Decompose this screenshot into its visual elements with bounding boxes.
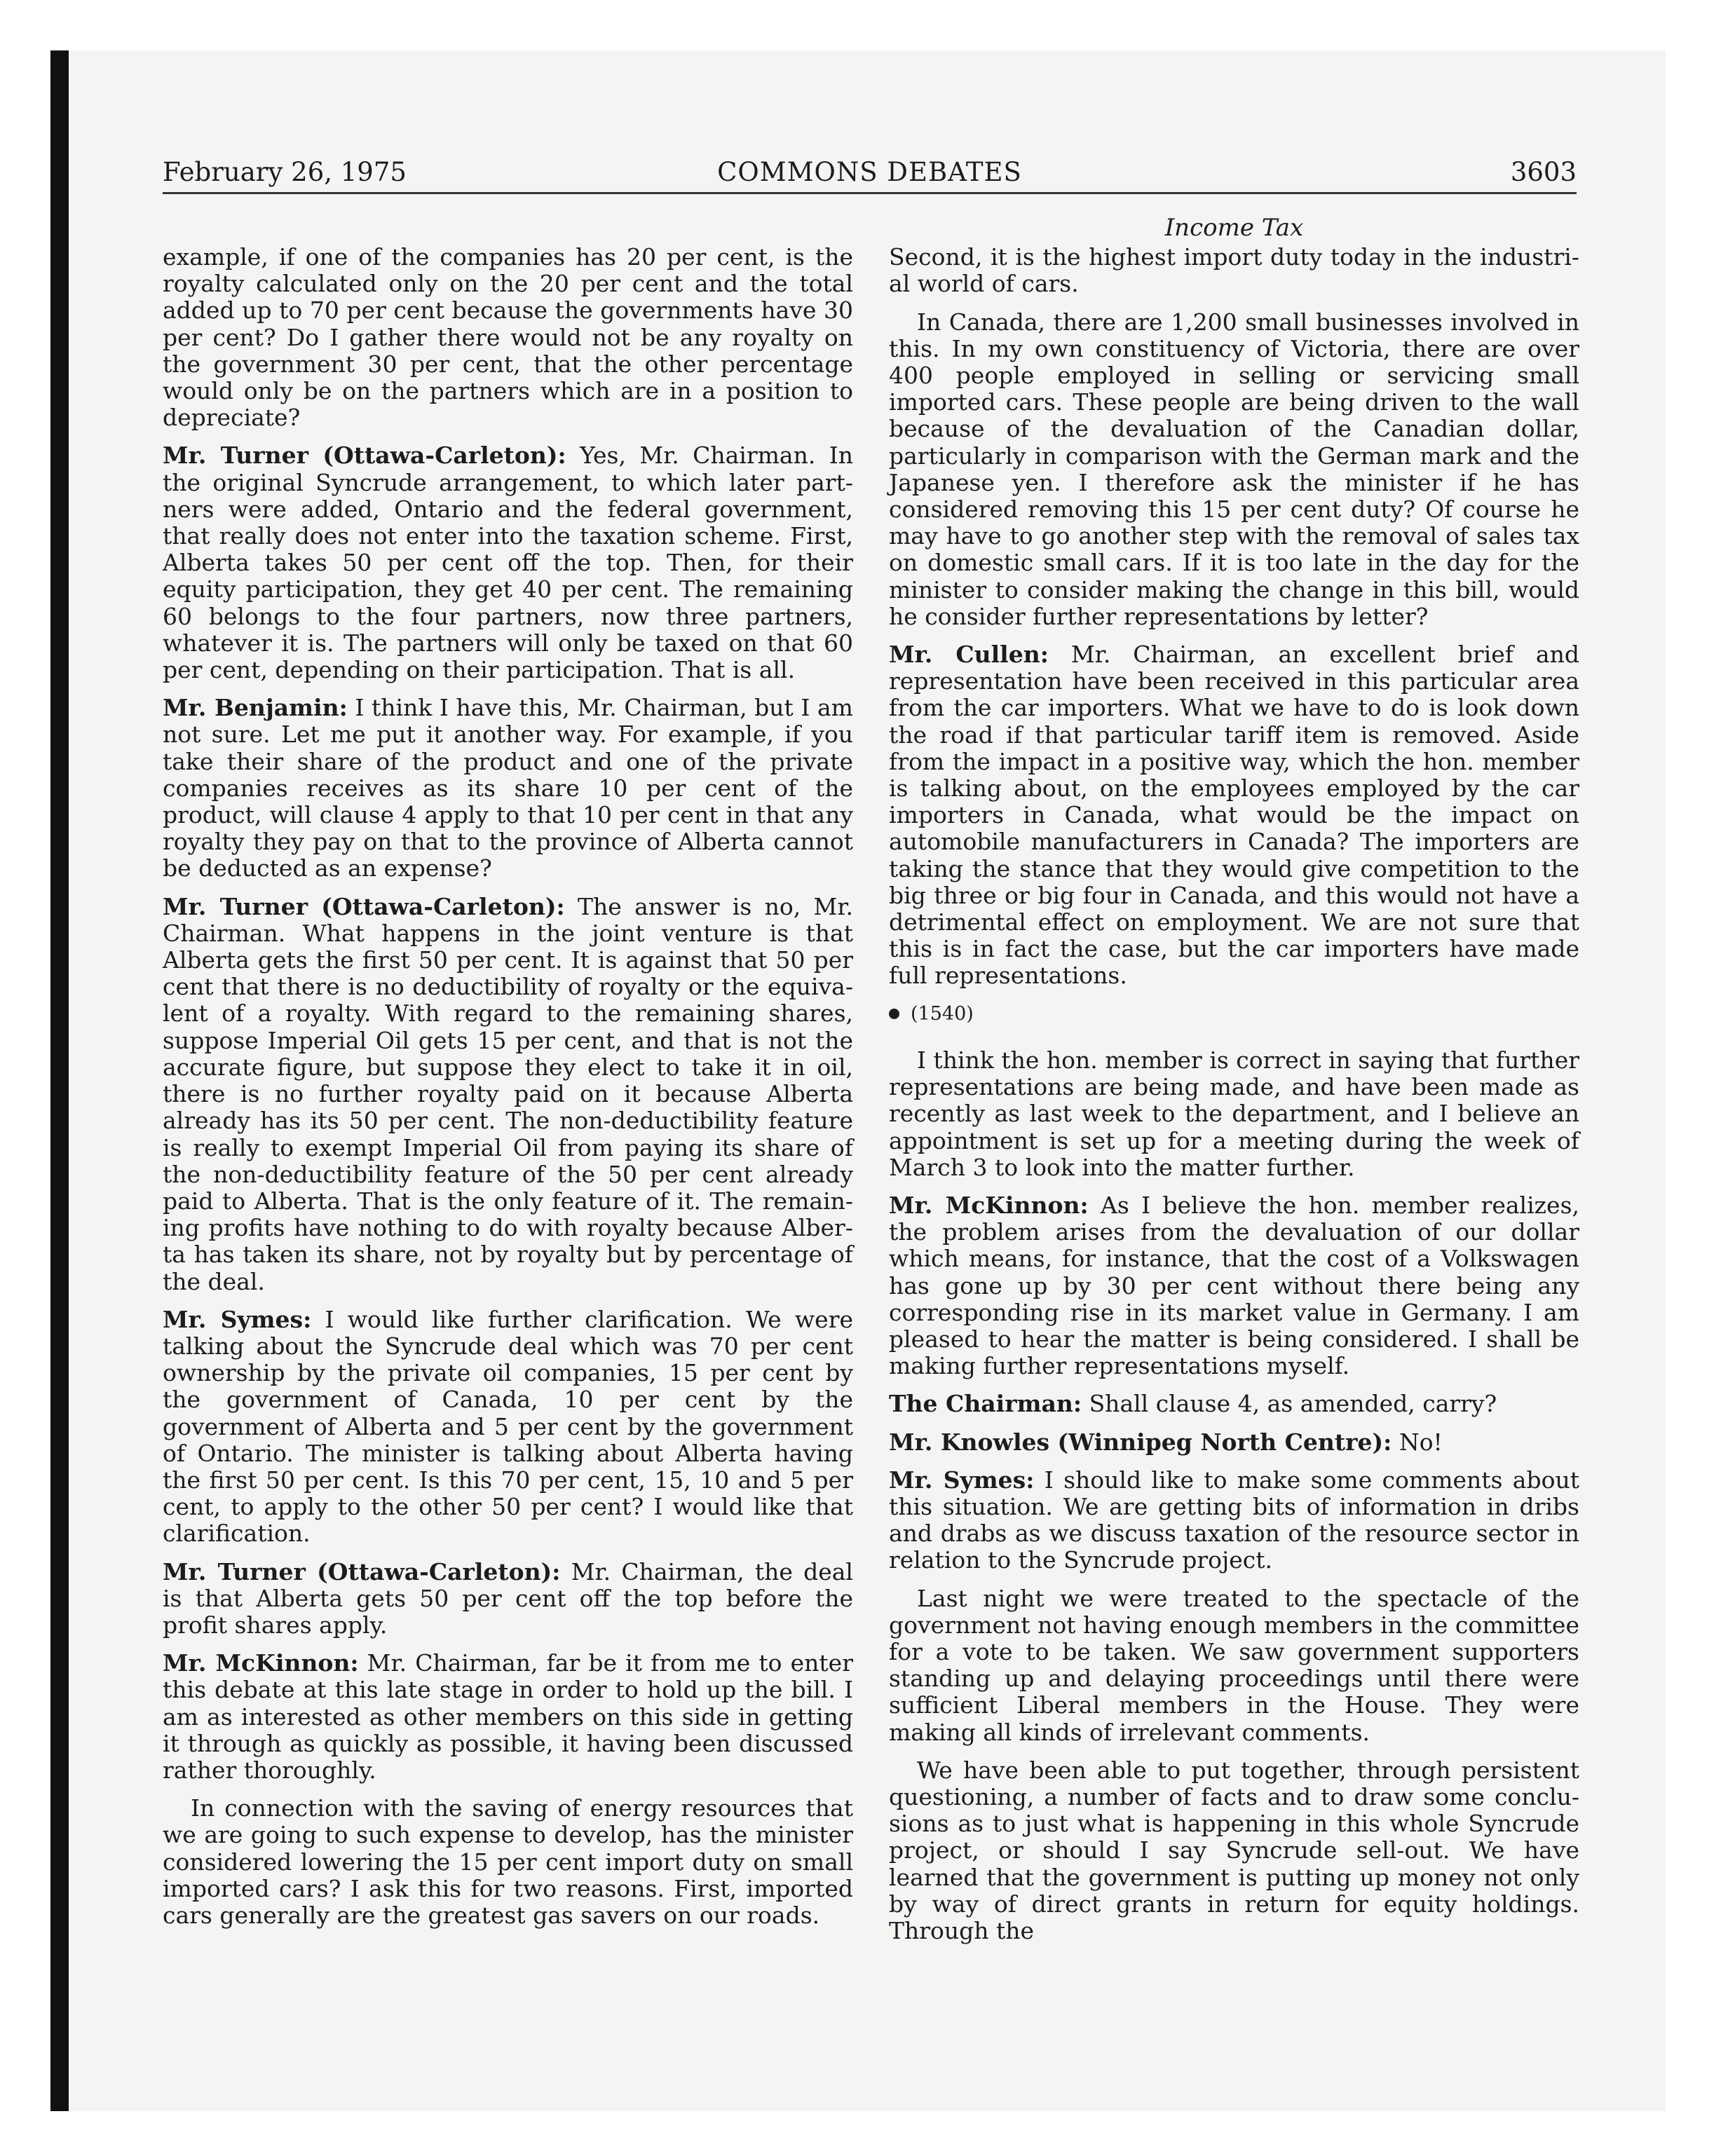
paragraph	[889, 1757, 1579, 1944]
paragraph	[889, 309, 1579, 630]
speech-text: As I believe the hon. member realizes, the problem arises from the devaluation of our dollar which means, for instance, that the cost of a Volkswagen has gone up by 30 per cent without there being any corresponding rise in its market value in Germany. I am pleased to hear the matter is being considered. I shall be making further representations myself.	[889, 1191, 1579, 1380]
speaker-name: Mr. McKinnon:	[163, 1649, 359, 1677]
paragraph	[889, 1192, 1579, 1379]
paragraph	[889, 1047, 1579, 1181]
speaker-name: Mr. Turner (Ottawa-Carleton):	[163, 442, 566, 470]
speech-text: In connection with the saving of energy resources that we are going to such expense to develop, has the minister considered lowering the 15 per cent import duty on small imported cars? I ask this for two reasons. First, imported cars generally are the greatest gas savers on our roads.	[163, 1794, 853, 1929]
speech-text: Yes, Mr. Chairman. In the original Syncrude arrangement, to which later partners were added, Ontario and the federal government, that really does not enter into the taxation scheme. First, Alberta takes 50 per cent off the top. Then, for their equity participation, they get 40 per cent. The remaining 60 belongs to the four partners, now three partners, whatever it is. The partners will only be taxed on that 60 per cent, depending on their participation. That is all.	[163, 442, 853, 684]
paragraph	[163, 244, 853, 431]
speech-text: The answer is no, Mr. Chairman. What happens in the joint venture is that Alberta gets the first 50 per cent. It is against that 50 per cent that there is no deductibility of royalty or the equivalent of a royalty. With regard to the remaining shares, suppose Imperial Oil gets 15 per cent, and that is not the accurate figure, but suppose they elect to take it in oil, there is no further royalty paid on it because Alberta already has its 50 per cent. The non-deductibility feature is really to exempt Imperial Oil from paying its share of the non-deductibility feature of the 50 per cent already paid to Alberta. That is the only feature of it. The remaining profits have nothing to do with royalty because Alberta has taken its share, not by royalty but by percentage of the deal.	[163, 892, 853, 1295]
paragraph	[889, 1467, 1579, 1574]
time-marker-text: (1540)	[911, 1002, 974, 1025]
paragraph	[163, 1306, 853, 1548]
speaker-name: Mr. Cullen:	[889, 641, 1049, 669]
speaker-name: The Chairman:	[889, 1390, 1082, 1418]
section-heading: Income Tax	[1164, 214, 1304, 242]
speech-text: Second, it is the highest import duty today in the industrial world of cars.	[889, 243, 1579, 298]
left-column	[163, 244, 853, 1940]
speech-text: I should like to make some comments about this situation. We are getting bits of information in dribs and drabs as we discuss taxation of the resource sector in relation to the Syncrude project.	[889, 1466, 1579, 1574]
paragraph	[163, 1795, 853, 1929]
speech-text: No!	[1399, 1428, 1443, 1456]
paragraph	[889, 1391, 1579, 1417]
speaker-name: Mr. Symes:	[163, 1305, 312, 1333]
right-column	[889, 214, 1579, 1956]
running-header	[163, 153, 1577, 194]
paragraph	[889, 1585, 1579, 1746]
speech-text: In Canada, there are 1,200 small businesses involved in this. In my own constituency of Victoria, there are over 400 people employed in selling or servicing small imported cars. These people are being driven to the wall because of the devaluation of the Canadian dollar, particularly in comparison with the German mark and the Japanese yen. I therefore ask the minister if he has considered removing this 15 per cent duty? Of course he may have to go another step with the removal of sales tax on domestic small cars. If it is too late in the day for the minister to consider making the change in this bill, would he consider further representations by letter?	[889, 308, 1579, 630]
header-date: February 26, 1975	[163, 157, 407, 187]
speaker-name: Mr. Turner (Ottawa-Carleton):	[163, 1557, 561, 1585]
paragraph	[889, 1429, 1579, 1456]
right-column-part-a	[889, 244, 1579, 989]
paragraph	[163, 442, 853, 683]
paragraph	[163, 894, 853, 1295]
page-number: 3603	[1510, 157, 1577, 187]
speech-text: Mr. Chairman, far be it from me to enter this debate at this late stage in order to hold up the bill. I am as interested as other members on this side in getting it through as quickly as possible, it having been discussed rather thoroughly.	[163, 1649, 853, 1784]
speech-text: Last night we were treated to the spectacle of the government not having enough members in the committee for a vote to be taken. We saw government supporters standing up and delaying proceedings until there were sufficient Liberal members in the House. They were making all kinds of irrelevant comments.	[889, 1584, 1579, 1746]
bullet-icon	[889, 1009, 899, 1019]
right-column-part-b	[889, 1047, 1579, 1944]
speech-text: example, if one of the companies has 20 per cent, is the royalty calculated only on the 20 per cent and the total added up to 70 per cent because the governments have 30 per cent? Do I gather there would not be any royalty on the government 30 per cent, that the other percentage would only be on the partners which are in a position to depreciate?	[163, 243, 853, 432]
speech-text: Mr. Chairman, an excellent brief and representation have been received in this particular area from the car importers. What we have to do is look down the road if that particular tariff item is removed. Aside from the impact in a positive way, which the hon. member is talking about, on the employees employed by the car importers in Canada, what would be the impact on automobile manufacturers in Canada? The importers are taking the stance that they would give competition to the big three or big four in Canada, and this would not have a detrimental effect on employment. We are not sure that this is in fact the case, but the car importers have made full representations.	[889, 641, 1579, 990]
speaker-name: Mr. Benjamin:	[163, 694, 348, 722]
speech-text: We have been able to put together, through persistent questioning, a number of facts and to draw some conclusions as to just what is happening in this whole Syncrude project, or should I say Syncrude sell-out. We have learned that the government is putting up money not only by way of direct grants in return for equity holdings. Through the	[889, 1756, 1579, 1944]
paragraph	[163, 1650, 853, 1784]
speech-text: Mr. Chairman, the deal is that Alberta gets 50 per cent off the top before the profit shares apply.	[163, 1557, 853, 1639]
header-title: COMMONS DEBATES	[717, 157, 1022, 187]
speaker-name: Mr. Symes:	[889, 1466, 1035, 1494]
time-marker	[889, 1001, 1579, 1028]
paragraph	[889, 641, 1579, 990]
speech-text: I think I have this, Mr. Chairman, but I am not sure. Let me put it another way. For example, if you take their share of the product and one of the private companies receives as its share 10 per cent of the product, will clause 4 apply to that 10 per cent in that any royalty they pay on that to the province of Alberta cannot be deducted as an expense?	[163, 694, 853, 882]
speech-text: I think the hon. member is correct in saying that further representations are being made, and have been made as recently as last week to the department, and I believe an appointment is set up for a meeting during the week of March 3 to look into the matter further.	[889, 1046, 1579, 1181]
speaker-name: Mr. McKinnon:	[889, 1191, 1089, 1219]
paragraph	[889, 244, 1579, 297]
speaker-name: Mr. Knowles (Winnipeg North Centre):	[889, 1428, 1392, 1456]
speaker-name: Mr. Turner (Ottawa-Carleton):	[163, 892, 565, 920]
scan-edge	[50, 50, 69, 2111]
speech-text: I would like further clarification. We were talking about the Syncrude deal which was 70 per cent ownership by the private oil companies, 15 per cent by the government of Canada, 10 per cent by the government of Alberta and 5 per cent by the government of Ontario. The minister is talking about Alberta having the first 50 per cent. Is this 70 per cent, 15, 10 and 5 per cent, to apply to the other 50 per cent? I would like that clarification.	[163, 1305, 853, 1548]
paragraph	[163, 1559, 853, 1639]
paragraph	[163, 695, 853, 882]
speech-text: Shall clause 4, as amended, carry?	[1089, 1390, 1497, 1418]
